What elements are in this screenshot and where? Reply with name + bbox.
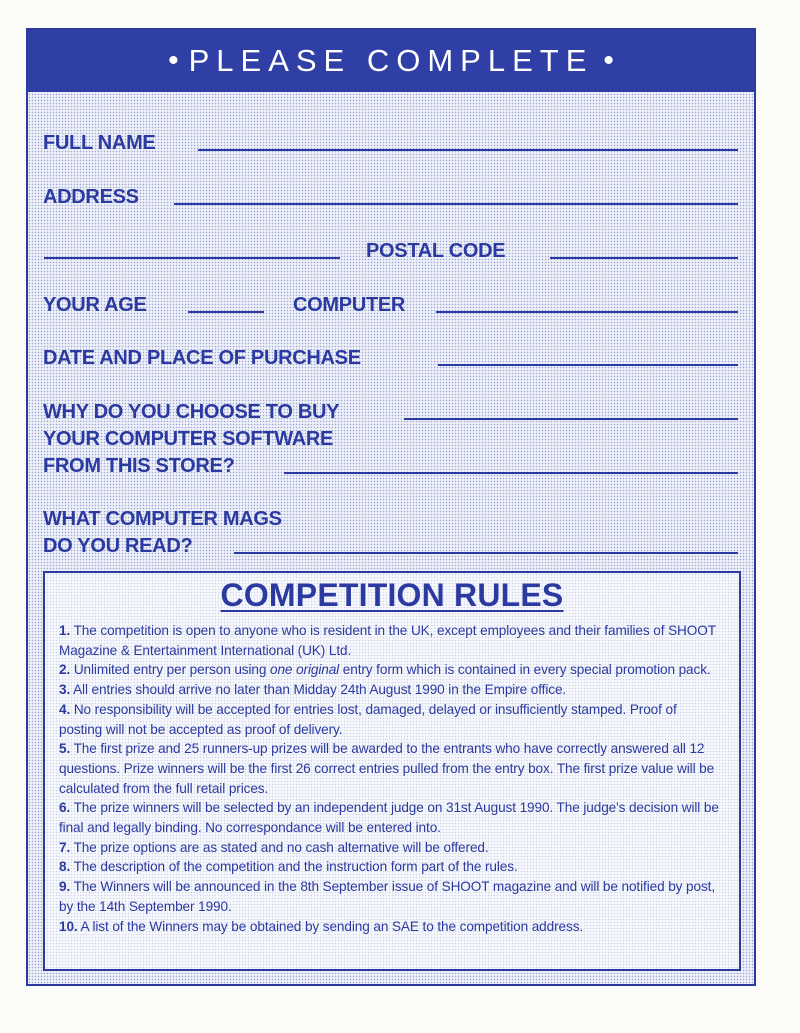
rule-text: The first prize and 25 runners-up prizes will be awarded to the entrants who have correctly answered all 12 questions. Prize winners will be the first 26 correct entries pulled from the entry box. The first prize value will be calculated from the full retail prices. bbox=[59, 741, 715, 796]
rule-item bbox=[59, 798, 723, 837]
rule-item bbox=[59, 739, 723, 798]
why-field-1[interactable] bbox=[404, 418, 738, 420]
date-place-label: DATE AND PLACE OF PURCHASE bbox=[43, 347, 361, 369]
bullet-left: • bbox=[168, 44, 179, 77]
rule-text: All entries should arrive no later than Midday 24th August 1990 in the Empire office. bbox=[73, 682, 567, 698]
bullet-right: • bbox=[603, 44, 614, 77]
rule-text: No responsibility will be accepted for entries lost, damaged, delayed or insufficiently stamped. Proof of posting will not be accepted as proof of delivery. bbox=[59, 701, 677, 737]
computer-label: COMPUTER bbox=[293, 294, 406, 316]
age-field[interactable] bbox=[188, 311, 264, 313]
rule-number: 9. bbox=[59, 879, 71, 895]
rules-list bbox=[59, 621, 723, 936]
why-label-line-2: YOUR COMPUTER SOFTWARE bbox=[43, 428, 334, 450]
rule-item bbox=[59, 680, 723, 700]
why-field-2[interactable] bbox=[284, 472, 738, 474]
rule-text-emphasis: one original bbox=[270, 662, 340, 678]
postal-code-field[interactable] bbox=[550, 257, 738, 259]
address-label: ADDRESS bbox=[43, 186, 139, 208]
address-field[interactable] bbox=[174, 203, 738, 205]
rule-number: 7. bbox=[59, 839, 71, 855]
banner bbox=[28, 30, 754, 92]
rule-text-post: entry form which is contained in every special promotion pack. bbox=[339, 662, 711, 678]
date-place-field[interactable] bbox=[438, 364, 738, 366]
rule-number: 4. bbox=[59, 701, 71, 717]
rule-number: 5. bbox=[59, 741, 71, 757]
age-label: YOUR AGE bbox=[43, 294, 147, 316]
rule-number: 8. bbox=[59, 859, 71, 875]
rule-text-pre: Unlimited entry per person using bbox=[73, 662, 271, 678]
rule-text: The prize options are as stated and no cash alternative will be offered. bbox=[73, 839, 489, 855]
address-line-2-field[interactable] bbox=[44, 257, 340, 259]
rule-item bbox=[59, 621, 723, 660]
rule-number: 1. bbox=[59, 623, 71, 638]
rule-number: 3. bbox=[59, 682, 71, 698]
rule-text: The description of the competition and the instruction form part of the rules. bbox=[73, 859, 518, 875]
postal-code-label: POSTAL CODE bbox=[366, 240, 506, 262]
rule-item bbox=[59, 857, 723, 877]
rule-item bbox=[59, 877, 723, 916]
rule-text: The competition is open to anyone who is resident in the UK, except employees and their families of SHOOT Magazine & Entertainment International (UK) Ltd. bbox=[59, 623, 716, 658]
rule-text: The prize winners will be selected by an independent judge on 31st August 1990. The judge's decision will be final and legally binding. No correspondance will be entered into. bbox=[59, 800, 719, 836]
mags-label-line-2: DO YOU READ? bbox=[43, 535, 193, 557]
why-label-line-1: WHY DO YOU CHOOSE TO BUY bbox=[43, 401, 340, 423]
rule-item bbox=[59, 838, 723, 858]
full-name-field[interactable] bbox=[198, 149, 738, 151]
mags-field[interactable] bbox=[234, 552, 738, 554]
computer-field[interactable] bbox=[436, 311, 738, 313]
competition-rules-box bbox=[43, 571, 741, 971]
mags-label-line-1: WHAT COMPUTER MAGS bbox=[43, 508, 282, 530]
rule-item bbox=[59, 917, 723, 937]
banner-title: PLEASE COMPLETE bbox=[188, 43, 594, 78]
full-name-label: FULL NAME bbox=[43, 132, 156, 154]
why-label-line-3: FROM THIS STORE? bbox=[43, 455, 235, 477]
entry-form bbox=[26, 28, 756, 986]
rule-text: A list of the Winners may be obtained by sending an SAE to the competition address. bbox=[80, 918, 584, 934]
rule-number: 2. bbox=[59, 662, 71, 678]
rule-text: The Winners will be announced in the 8th September issue of SHOOT magazine and will be notified by post, by the 14th September 1990. bbox=[59, 879, 716, 914]
rule-item bbox=[59, 660, 723, 680]
rule-number: 10. bbox=[59, 918, 78, 934]
rule-item bbox=[59, 700, 723, 739]
rules-title: COMPETITION RULES bbox=[220, 577, 564, 613]
rule-number: 6. bbox=[59, 800, 71, 816]
